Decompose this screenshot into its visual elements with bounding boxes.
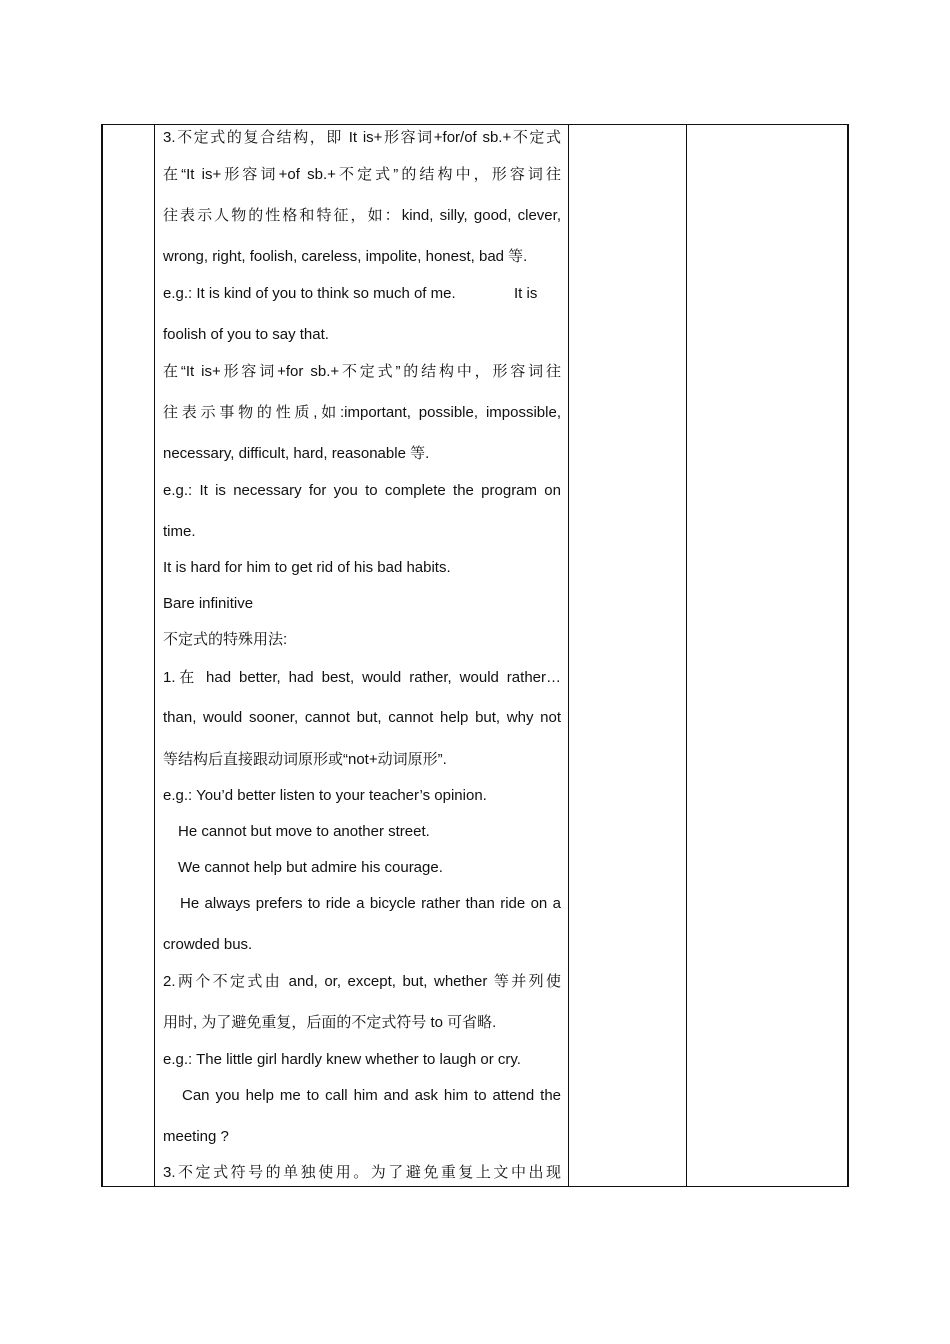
text-line: e.g.: It is kind of you to think so much of me. It is <box>163 285 538 302</box>
text-line: 2.两个不定式由 and, or, except, but, whether 等并列使 <box>163 973 561 990</box>
text-line: 3.不定式符号的单独使用。为了避免重复上文中出现 <box>163 1164 561 1181</box>
column-divider-3 <box>686 125 687 1186</box>
text-line: meeting ? <box>163 1128 229 1145</box>
lesson-table <box>101 124 849 1187</box>
text-line: than, would sooner, cannot but, cannot help but, why not <box>163 709 561 726</box>
column-divider-1 <box>154 125 155 1186</box>
text-line: necessary, difficult, hard, reasonable 等. <box>163 445 430 462</box>
text-line: time. <box>163 523 196 540</box>
text-line: 1.在 had better, had best, would rather, would rather… <box>163 669 561 686</box>
text-line: foolish of you to say that. <box>163 326 329 343</box>
text-line: 不定式的特殊用法: <box>163 631 288 648</box>
text-line: 往表示事物的性质,如:important, possible, impossible, <box>163 404 561 421</box>
text-line: He always prefers to ride a bicycle rather than ride on a <box>180 895 561 912</box>
text-line: 往表示人物的性格和特征，如：kind, silly, good, clever, <box>163 207 561 224</box>
column-divider-2 <box>568 125 569 1186</box>
text-line: He cannot but move to another street. <box>178 823 430 840</box>
text-line: 等结构后直接跟动词原形或“not+动词原形”. <box>163 751 447 768</box>
text-line: 用时, 为了避免重复，后面的不定式符号 to 可省略. <box>163 1014 497 1031</box>
text-line: e.g.: The little girl hardly knew whether to laugh or cry. <box>163 1051 521 1068</box>
text-line: Can you help me to call him and ask him to attend the <box>182 1087 561 1104</box>
text-line: We cannot help but admire his courage. <box>178 859 443 876</box>
text-line: It is hard for him to get rid of his bad habits. <box>163 559 451 576</box>
text-line: 在“It is+形容词+of sb.+不定式”的结构中，形容词往 <box>163 166 561 183</box>
text-line: e.g.: It is necessary for you to complete the program on <box>163 482 561 499</box>
text-line: Bare infinitive <box>163 595 254 612</box>
text-line: 3.不定式的复合结构，即 It is+形容词+for/of sb.+不定式 <box>163 129 561 146</box>
text-line: 在“It is+形容词+for sb.+不定式”的结构中，形容词往 <box>163 363 561 380</box>
text-line: crowded bus. <box>163 936 253 953</box>
text-line: wrong, right, foolish, careless, impolite, honest, bad 等. <box>163 248 528 265</box>
text-line: e.g.: You’d better listen to your teacher’s opinion. <box>163 787 487 804</box>
